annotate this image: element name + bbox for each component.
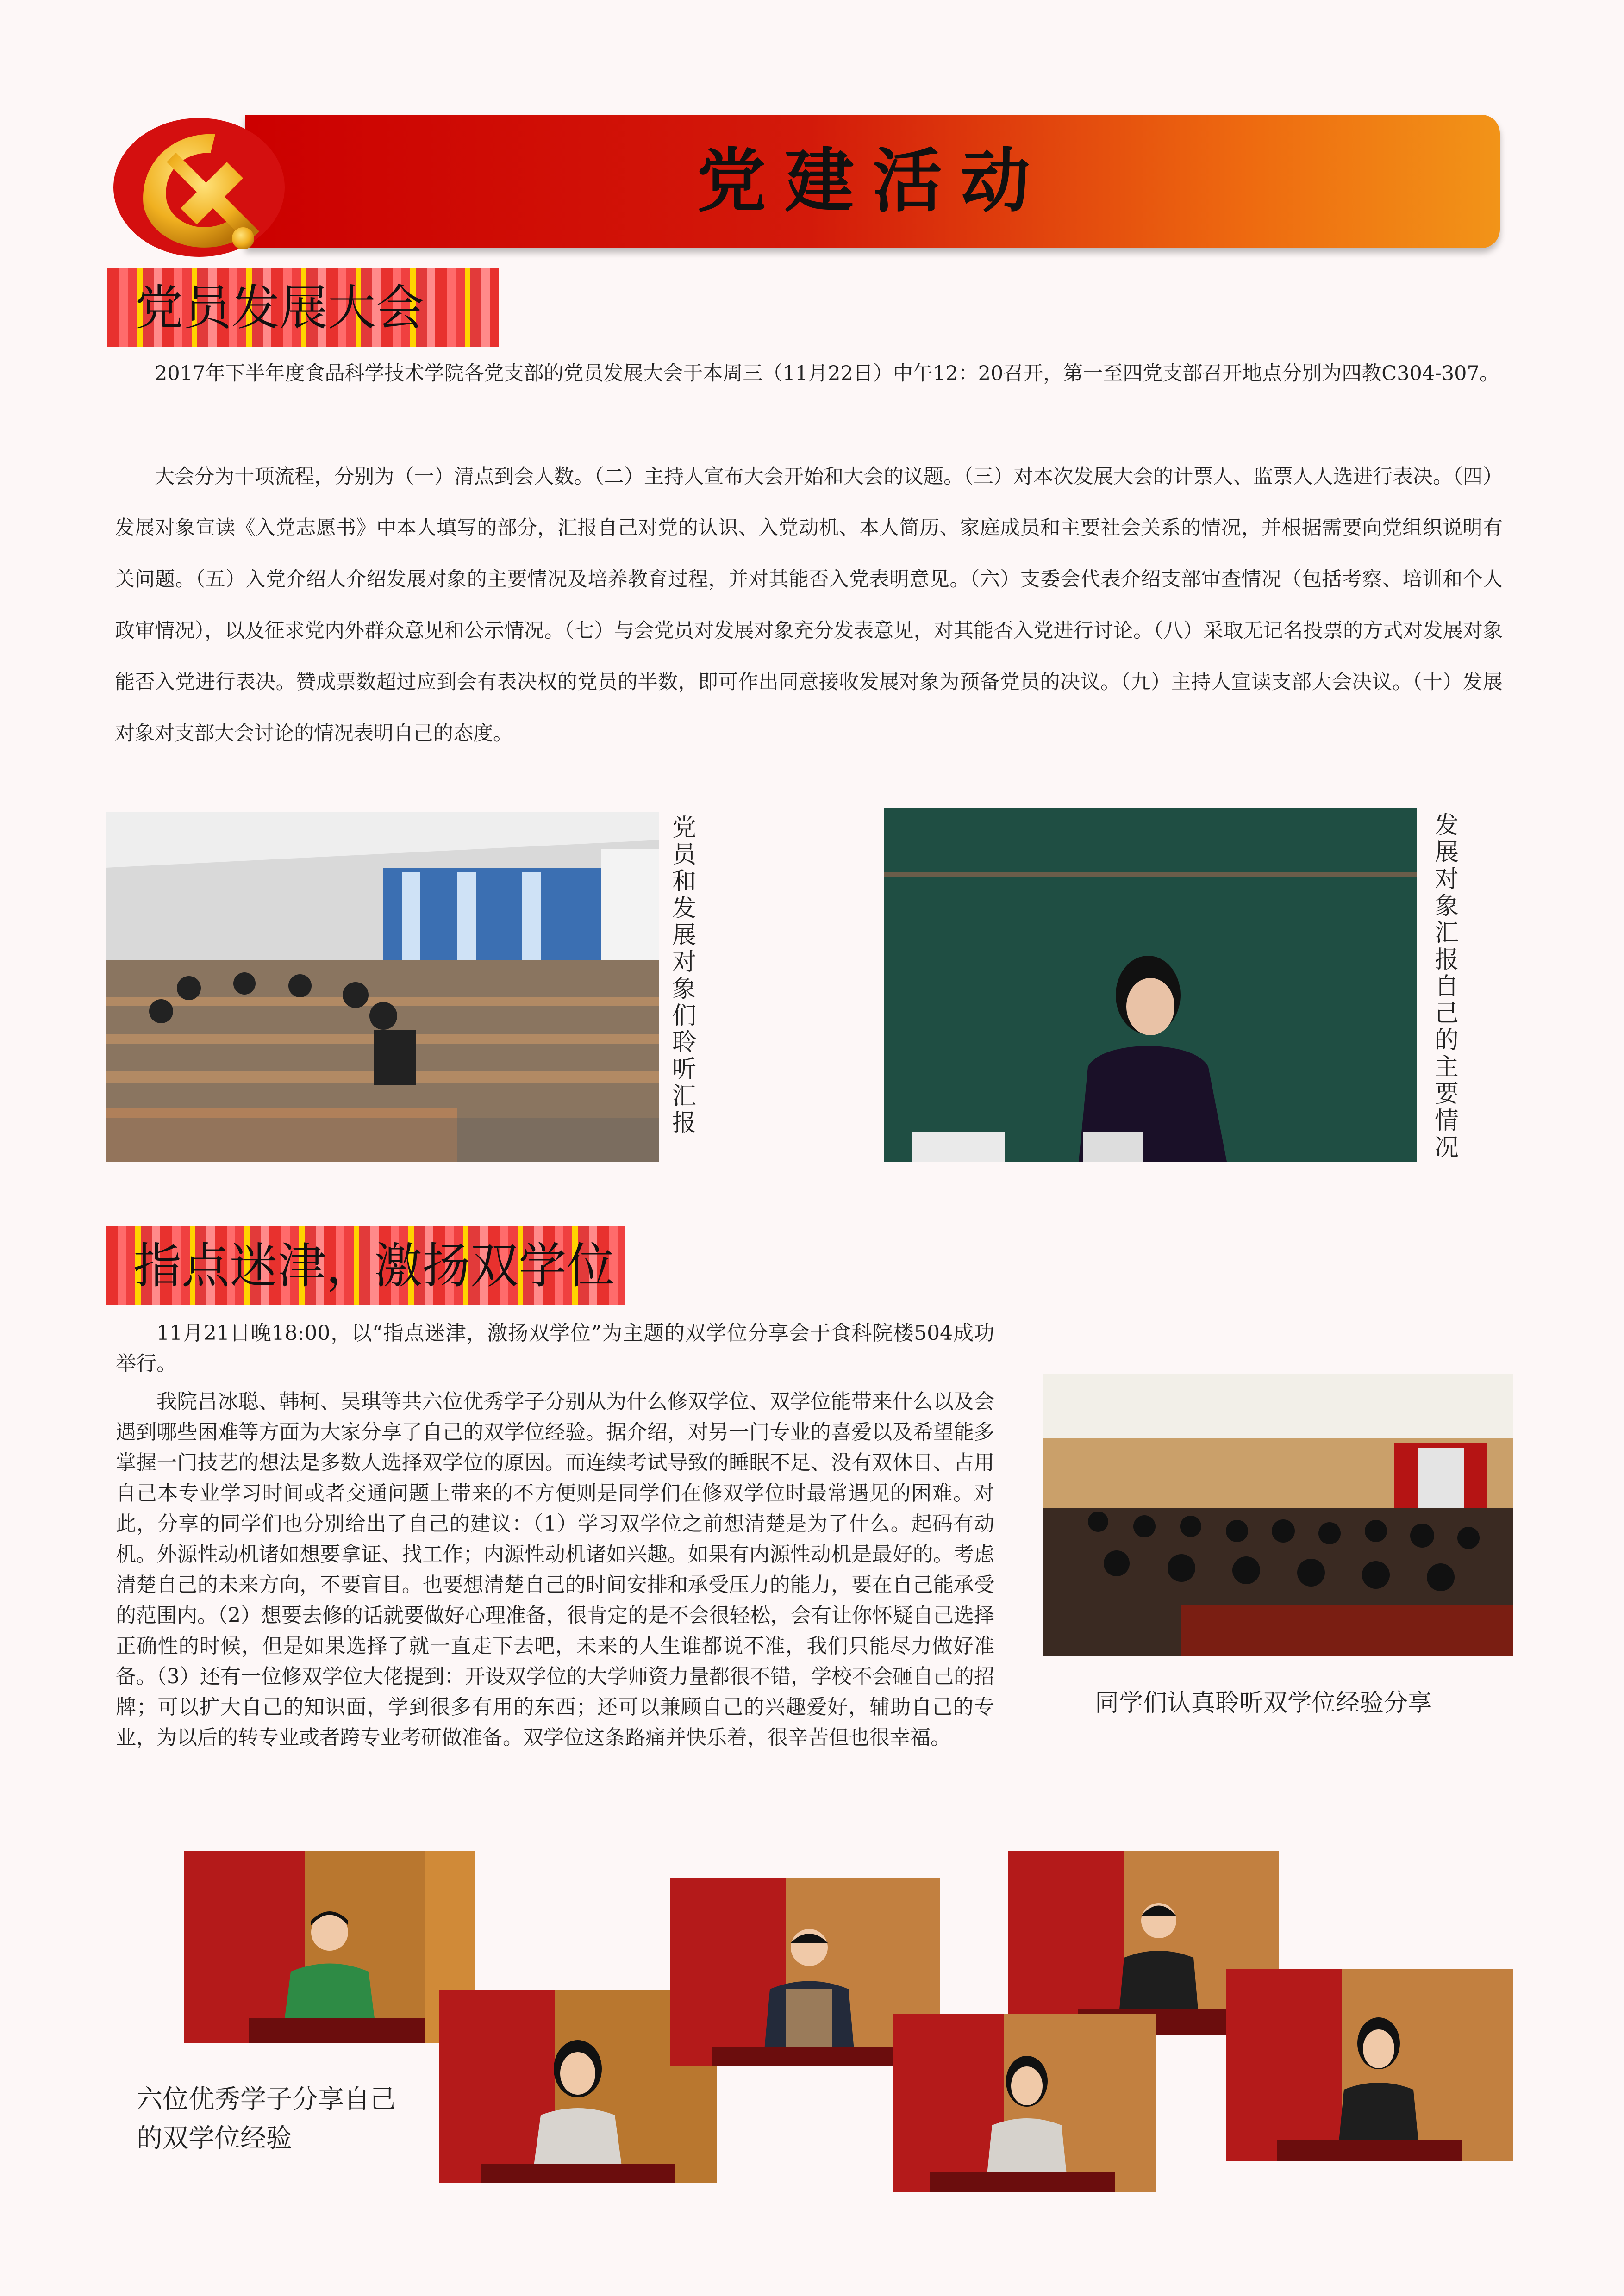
photo-caption-3: 同学们认真聆听双学位经验分享 bbox=[1095, 1689, 1432, 1717]
speaker-photo-6 bbox=[1226, 1969, 1513, 2161]
section-heading-2 bbox=[106, 1226, 625, 1305]
photo-classroom-audience bbox=[106, 812, 659, 1162]
page-title: 党建活动 bbox=[696, 141, 1049, 222]
section-heading-1-text: 党员发展大会 bbox=[135, 280, 425, 336]
photo-caption-2: 发展对象汇报自己的主要情况 bbox=[1434, 812, 1459, 1162]
photo-speaker-blackboard bbox=[884, 808, 1417, 1162]
header-banner bbox=[245, 115, 1500, 248]
section-heading-1 bbox=[107, 268, 499, 347]
speaker-photo-5 bbox=[893, 2014, 1156, 2192]
photo-lecture-hall bbox=[1043, 1374, 1513, 1656]
section1-paragraph-2: 大会分为十项流程，分别为（一）清点到会人数。（二）主持人宣布大会开始和大会的议题。（三）对本次发展大会的计票人、监票人人选进行表决。（四）发展对象宣读《入党志愿书》中本人填写的部分，汇报自己对党的认识、入党动机、本人简历、家庭成员和主要社会关系的情况，并根据需要向党组织说明有关问题。（五）入党介绍人介绍发展对象的主要情况及培养教育过程，并对其能否入党表明意见。（六）支委会代表介绍支部审查情况（包括考察、培训和个人政审情况），以及征求党内外群众意见和公示情况。（七）与会党员对发展对象充分发表意见，对其能否入党进行讨论。（八）采取无记名投票的方式对发展对象能否入党进行表决。赞成票数超过应到会有表决权的党员的半数，即可作出同意接收发展对象为预备党员的决议。（九）主持人宣读支部大会决议。（十）发展对象对支部大会讨论的情况表明自己的态度。 bbox=[115, 465, 1503, 745]
section2-paragraph-1: 11月21日晚18:00，以“指点迷津，激扬双学位”为主题的双学位分享会于食科院楼504成功举行。 bbox=[116, 1321, 994, 1375]
section2-paragraph-2: 我院吕冰聪、韩柯、吴琪等共六位优秀学子分别从为什么修双学位、双学位能带来什么以及会遇到哪些困难等方面为大家分享了自己的双学位经验。据介绍，对另一门专业的喜爱以及希望能多掌握一门技艺的想法是多数人选择双学位的原因。而连续考试导致的睡眠不足、没有双休日、占用自己本专业学习时间或者交通问题上带来的不方便则是同学们在修双学位时最常遇见的困难。对此，分享的同学们也分别给出了自己的建议：（1）学习双学位之前想清楚是为了什么。起码有动机。外源性动机诸如想要拿证、找工作；内源性动机诸如兴趣。如果有内源性动机是最好的。考虑清楚自己的未来方向，不要盲目。也要想清楚自己的时间安排和承受压力的能力，要在自己能承受的范围内。（2）想要去修的话就要做好心理准备，很肯定的是不会很轻松，会有让你怀疑自己选择正确性的时候，但是如果选择了就一直走下去吧，未来的人生谁都说不准，我们只能尽力做好准备。（3）还有一位修双学位大佬提到：开设双学位的大学师资力量都很不错，学校不会砸自己的招牌；可以扩大自己的知识面，学到很多有用的东西；还可以兼顾自己的兴趣爱好，辅助自己的专业，为以后的转专业或者跨专业考研做准备。双学位这条路痛并快乐着，很辛苦但也很幸福。 bbox=[116, 1390, 994, 1749]
section1-paragraph-1: 2017年下半年度食品科学技术学院各党支部的党员发展大会于本周三（11月22日）中午12：20召开，第一至四党支部召开地点分别为四教C304-307。 bbox=[155, 362, 1499, 385]
photo-caption-1: 党员和发展对象们聆听汇报 bbox=[672, 814, 696, 1137]
hammer-sickle-icon bbox=[111, 109, 287, 261]
speaker-photo-1 bbox=[184, 1851, 475, 2043]
section-heading-2-text: 指点迷津，激扬双学位 bbox=[133, 1238, 615, 1294]
photo-caption-4: 六位优秀学子分享自己的双学位经验 bbox=[137, 2084, 396, 2153]
